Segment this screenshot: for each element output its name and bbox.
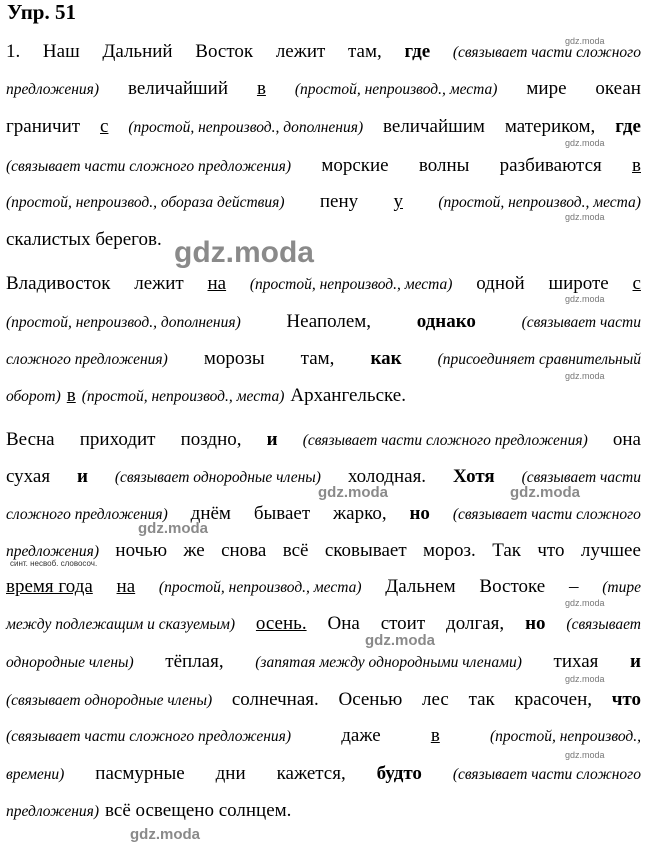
word: Она <box>327 613 360 634</box>
annotation: (связывает части <box>521 469 641 486</box>
underlined-word: с <box>632 273 641 294</box>
annotation: (запятая между однородными членами) <box>255 654 522 671</box>
underlined-word: у <box>393 191 403 212</box>
word: Дальнем <box>385 576 456 597</box>
text-line <box>6 308 641 336</box>
annotation: (связывает однородные члены) <box>6 692 213 709</box>
word: что <box>537 540 565 561</box>
text-line <box>6 573 641 601</box>
word: лежит <box>134 273 184 294</box>
annotation: оборот) <box>6 388 61 405</box>
text-line <box>6 38 641 66</box>
annotation: между подлежащим и сказуемым) <box>6 616 236 633</box>
watermark: gdz.moda <box>565 598 605 608</box>
annotation: (связывает части <box>521 314 641 331</box>
word: приходит <box>79 429 156 450</box>
annotation: предложения) <box>6 81 100 98</box>
annotation-note: синт. несвоб. словосоч. <box>10 559 98 568</box>
word: морозы <box>203 348 265 369</box>
underlined-word: в <box>632 155 641 176</box>
underlined-word: осень. <box>255 613 307 634</box>
annotation: (связывает части сложного предложения) <box>6 728 292 745</box>
word: там, <box>300 348 335 369</box>
word: тихая <box>553 651 599 672</box>
conjunction: как <box>370 348 402 369</box>
annotation: (связывает части сложного <box>452 506 641 523</box>
annotation: предложения) <box>6 543 100 560</box>
word: холодная. <box>347 466 427 487</box>
text-line <box>6 152 641 180</box>
underlined-word: на <box>207 273 227 294</box>
watermark: gdz.moda <box>565 36 605 46</box>
word: стоит <box>380 613 426 634</box>
word: там, <box>348 41 382 62</box>
annotation: (связывает однородные члены) <box>114 469 321 486</box>
text-line <box>6 113 641 141</box>
word: красочен, <box>514 689 592 710</box>
word: скалистых берегов. <box>6 229 162 250</box>
watermark: gdz.moda <box>565 138 605 148</box>
word: она <box>612 429 641 450</box>
conjunction: где <box>615 116 641 137</box>
watermark-large: gdz.moda <box>138 520 208 537</box>
watermark-large: gdz.moda <box>510 484 580 501</box>
conjunction: где <box>404 41 431 62</box>
watermark-large: gdz.moda <box>318 484 388 501</box>
word: мороз. <box>423 540 476 561</box>
word: же <box>183 540 205 561</box>
word: долгая, <box>446 613 505 634</box>
underlined-word: в <box>256 78 266 99</box>
annotation: (связывает части сложного <box>452 44 641 61</box>
word: лежит <box>275 41 326 62</box>
text-line <box>6 382 641 410</box>
conjunction: однако <box>416 311 476 332</box>
watermark: gdz.moda <box>565 674 605 684</box>
conjunction: и <box>630 651 641 672</box>
word: сухая <box>6 466 51 487</box>
text-line <box>6 188 641 216</box>
word: лучшее <box>580 540 641 561</box>
watermark: gdz.moda <box>565 212 605 222</box>
annotation: однородные члены) <box>6 654 134 671</box>
word: материком, <box>504 116 596 137</box>
underlined-word: время года <box>6 576 93 597</box>
word: жарко, <box>333 503 387 524</box>
annotation: (простой, непроизвод., <box>489 728 641 745</box>
underlined-word: с <box>100 116 109 137</box>
word: днём <box>190 503 231 524</box>
word: снова <box>221 540 267 561</box>
text-line <box>6 760 641 788</box>
annotation: (простой, непроизвод., дополнения) <box>128 119 364 136</box>
word: граничит <box>6 116 81 137</box>
conjunction: и <box>77 466 88 487</box>
annotation: предложения) <box>6 803 100 820</box>
underlined-word: в <box>430 725 440 746</box>
annotation: (простой, непроизвод., дополнения) <box>6 314 241 331</box>
word: пену <box>319 191 359 212</box>
word: лес <box>422 689 449 710</box>
conjunction: Хотя <box>452 466 495 487</box>
annotation: (тире <box>602 579 641 596</box>
annotation: (простой, непроизвод., места) <box>158 579 362 596</box>
annotation: сложного предложения) <box>6 506 168 523</box>
word: волны <box>418 155 470 176</box>
annotation: (связывает части сложного предложения) <box>302 432 588 449</box>
text-line <box>6 610 641 638</box>
word: Востоке <box>479 576 546 597</box>
word: дни <box>215 763 246 784</box>
word: Восток <box>195 41 254 62</box>
text-line <box>6 722 641 750</box>
text-line <box>6 226 641 254</box>
text-line <box>6 270 641 298</box>
word: – <box>568 576 579 597</box>
conjunction: но <box>409 503 430 524</box>
annotation: (простой, непроизвод., обораза действия) <box>6 194 285 211</box>
word: всё <box>282 540 309 561</box>
word: Архангельске. <box>290 385 406 406</box>
word: тёплая, <box>165 651 224 672</box>
word: разбиваются <box>499 155 602 176</box>
word: Осенью <box>338 689 403 710</box>
text-line <box>6 500 641 528</box>
watermark: gdz.moda <box>565 371 605 381</box>
annotation: времени) <box>6 766 65 783</box>
word: всё освещено солнцем. <box>105 800 292 821</box>
text-line <box>6 426 641 454</box>
word: поздно, <box>180 429 242 450</box>
watermark: gdz.moda <box>565 750 605 760</box>
watermark: gdz.moda <box>565 294 605 304</box>
word: сковывает <box>324 540 407 561</box>
word: Неаполем, <box>286 311 372 332</box>
word: Так <box>492 540 521 561</box>
word: солнечная. <box>231 689 319 710</box>
word: ночью <box>115 540 168 561</box>
underlined-word: в <box>66 385 76 406</box>
annotation: (связывает части сложного предложения) <box>6 158 292 175</box>
text-line <box>6 797 641 825</box>
conjunction: будто <box>376 763 422 784</box>
text-line <box>6 75 641 103</box>
watermark-large: gdz.moda <box>365 632 435 649</box>
word: морские <box>321 155 389 176</box>
text-line <box>6 686 641 714</box>
word: Владивосток <box>6 273 111 294</box>
word: пасмурные <box>95 763 185 784</box>
word: кажется, <box>276 763 346 784</box>
watermark-large: gdz.moda <box>130 826 200 843</box>
exercise-title: Упр. 51 <box>7 0 76 24</box>
annotation: сложного предложения) <box>6 351 168 368</box>
annotation: (простой, непроизвод., места) <box>294 81 498 98</box>
word: одной <box>476 273 525 294</box>
annotation: (присоединяет сравнительный <box>437 351 641 368</box>
word: широте <box>548 273 609 294</box>
word: Наш <box>42 41 80 62</box>
word: бывает <box>253 503 311 524</box>
watermark-large: gdz.moda <box>174 236 314 269</box>
text-line <box>6 537 641 565</box>
word: Весна <box>6 429 55 450</box>
annotation: (связывает части сложного <box>452 766 641 783</box>
word: величайший <box>127 78 229 99</box>
annotation: (простой, непроизвод., места) <box>81 388 285 405</box>
word: величайшим <box>383 116 485 137</box>
underlined-word: на <box>116 576 136 597</box>
annotation: (простой, непроизвод., места) <box>438 194 641 211</box>
annotation: (простой, непроизвод., места) <box>249 276 453 293</box>
word: мире <box>526 78 567 99</box>
word: даже <box>341 725 381 746</box>
text-line <box>6 345 641 373</box>
conjunction: но <box>525 613 546 634</box>
word: так <box>468 689 495 710</box>
annotation: (связывает <box>566 616 641 633</box>
word: 1. <box>6 41 21 62</box>
word: Дальний <box>102 41 173 62</box>
conjunction: что <box>611 689 641 710</box>
word: океан <box>595 78 641 99</box>
conjunction: и <box>266 429 278 450</box>
text-line <box>6 648 641 676</box>
